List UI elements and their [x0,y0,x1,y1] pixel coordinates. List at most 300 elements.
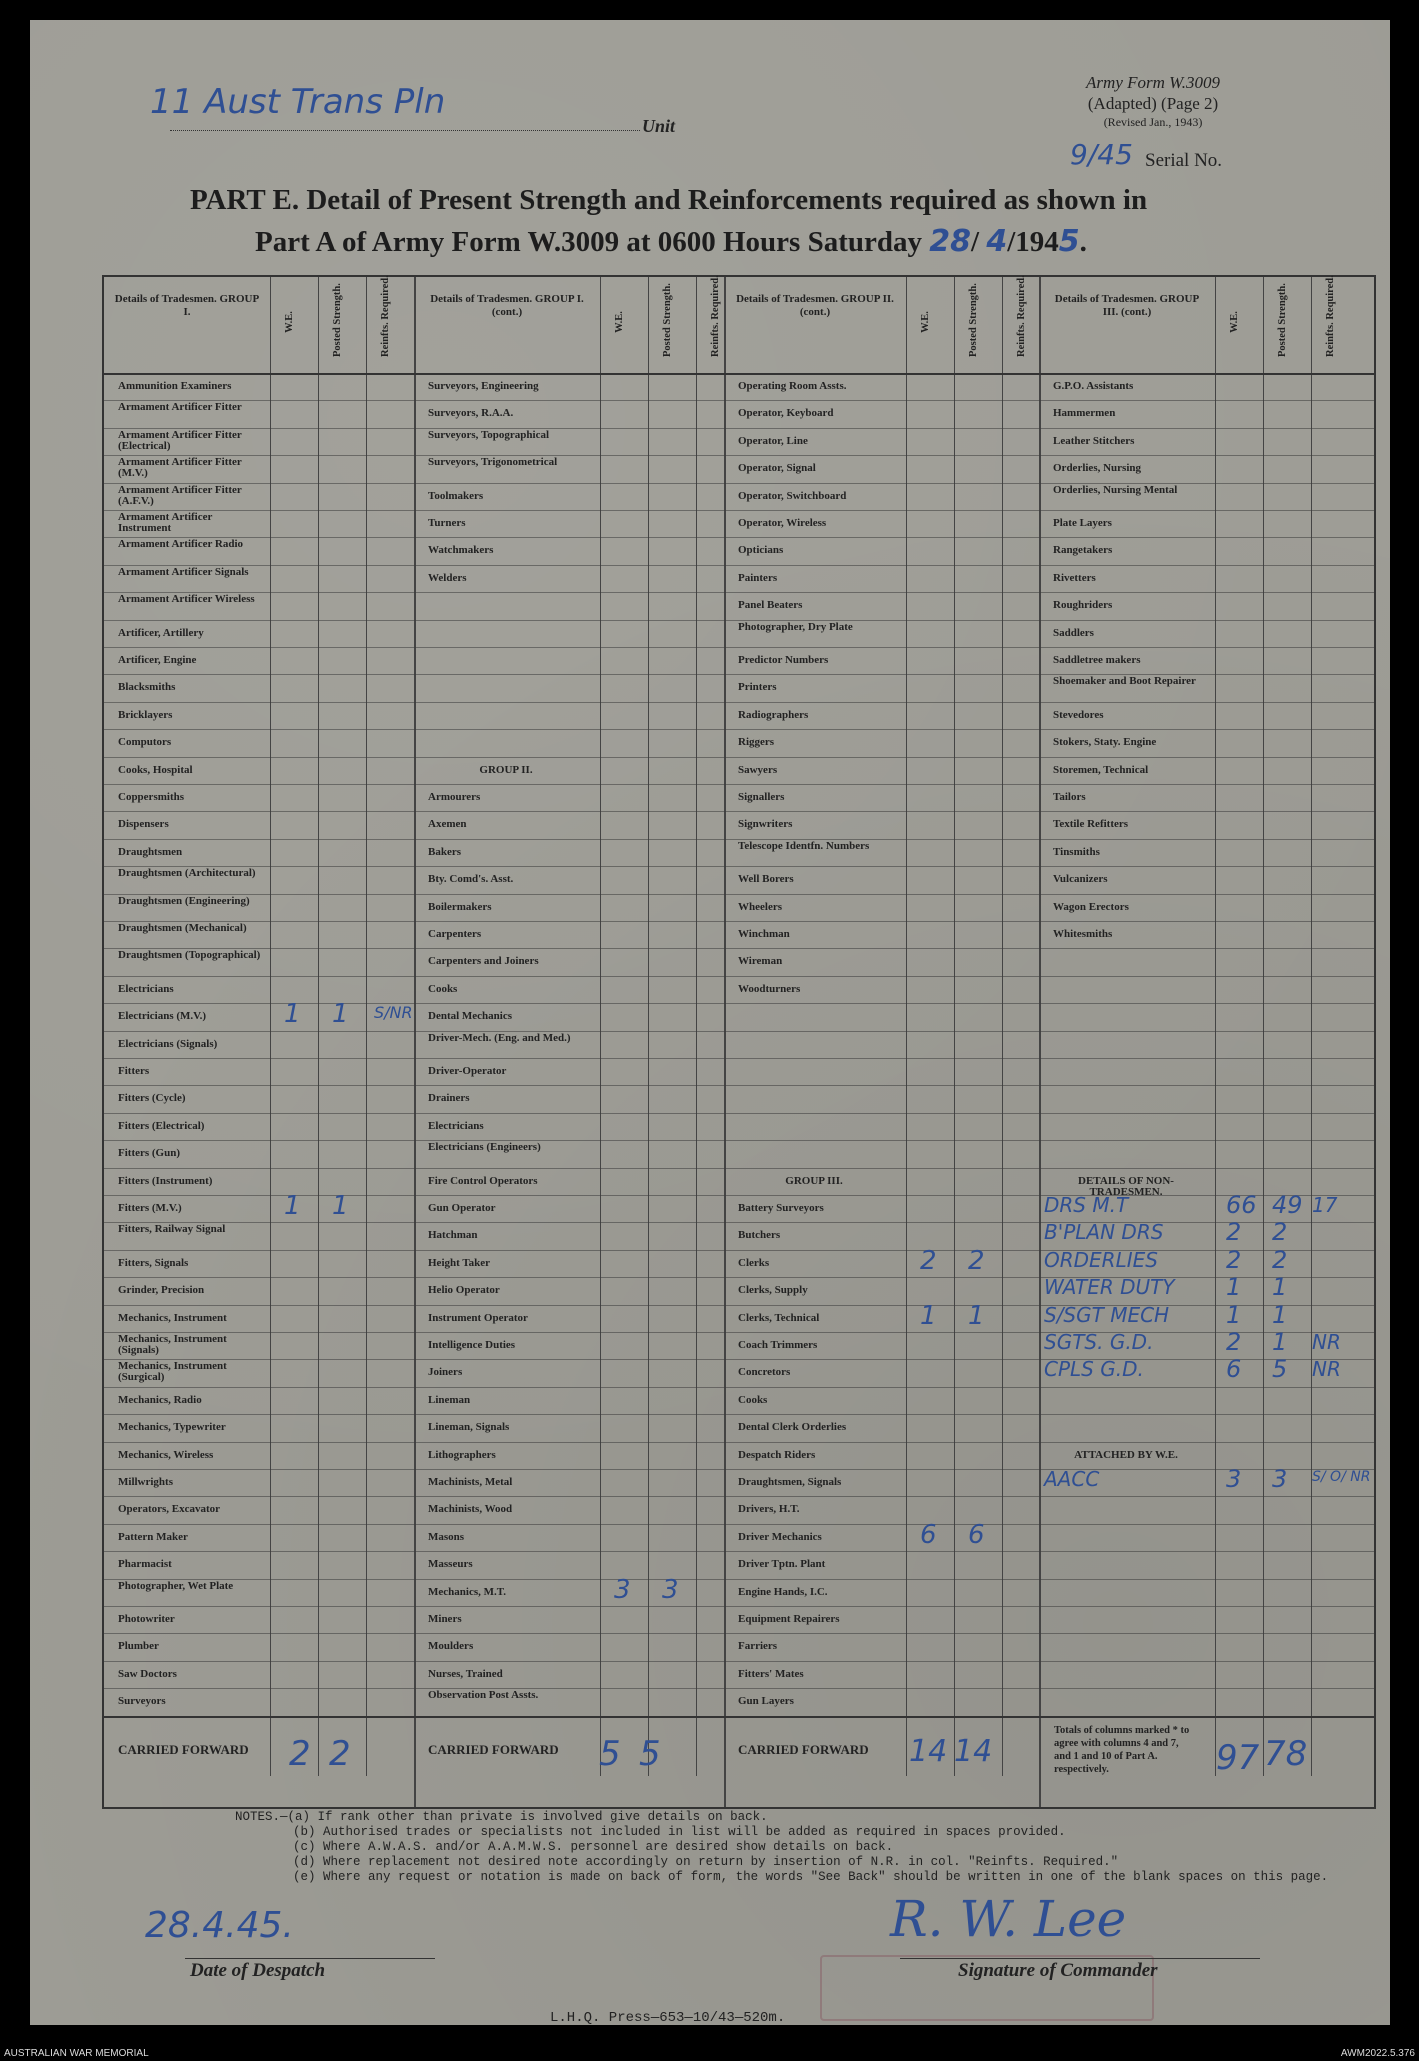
trade-label: GROUP II. [479,763,533,776]
non-tradesman-name: AACC [1044,1467,1100,1491]
trade-label: Gun Layers [738,1695,794,1708]
note-b: (b) Authorised trades or specialists not included in list will be added as required in spaces provided. [293,1825,1066,1839]
entry-posted: 6 [968,1519,985,1550]
trade-label: Driver Mechanics [738,1530,822,1543]
column-header-posted: Posted Strength. [1277,283,1288,357]
trade-label: Rivetters [1053,571,1096,584]
row-rule [104,921,1374,922]
trade-label: Clerks, Supply [738,1284,808,1297]
row-rule [104,839,1374,840]
entry-we: 6 [920,1519,937,1550]
date-day: 28 [929,224,971,259]
trade-label: Carpenters and Joiners [428,955,539,968]
trade-label: Photographer, Wet Plate [118,1579,234,1592]
carried-forward-label: CARRIED FORWARD [738,1741,869,1757]
entry-we: 2 [1226,1328,1242,1356]
trade-label: Saw Doctors [118,1667,177,1680]
trade-label: Wagon Erectors [1053,900,1129,913]
note-a: NOTES.—(a) If rank other than private is involved give details on back. [235,1810,768,1824]
title-line-2: Part A of Army Form W.3009 at 0600 Hours Saturday 28/ 4/1945. [255,224,1087,259]
non-tradesman-name: DRS M.T [1044,1193,1129,1217]
row-rule [104,1496,1374,1497]
row-rule [104,1633,1374,1634]
trade-label: Armament Artificer Signals [118,565,249,578]
trade-label: Bricklayers [118,708,173,721]
trade-label: Fire Control Operators [428,1174,538,1187]
trade-label: Farriers [738,1640,778,1653]
row-rule [104,784,1374,785]
trade-label: Stokers, Staty. Engine [1053,736,1157,749]
row-rule [104,729,1374,730]
trade-label: Panel Beaters [738,599,803,612]
trade-label: Artificer, Artillery [118,626,204,639]
row-rule [104,1222,1374,1223]
trade-label: G.P.O. Assistants [1053,380,1134,392]
trade-label: Plumber [118,1640,159,1653]
trade-label: Clerks, Technical [738,1311,820,1324]
trade-label: Pattern Maker [118,1530,188,1543]
form-id-block [1086,72,1220,130]
row-rule [104,1277,1374,1278]
trade-label: Armament Artificer Fitter [118,401,242,414]
trade-label: Electricians [428,1119,484,1132]
trade-label: Lineman [428,1393,471,1406]
serial-value: 9/45 [1070,138,1133,171]
trade-label: Photographer, Dry Plate [738,620,853,633]
note-d: (d) Where replacement not desired note accordingly on return by insertion of N.R. in col. "Reinfts. Required." [293,1855,1119,1869]
trade-label: Driver-Mech. (Eng. and Med.) [428,1031,571,1044]
trade-label: Roughriders [1053,599,1113,612]
trade-label: Operating Room Assts. [738,380,847,392]
column-divider [414,277,416,1807]
trade-label: Welders [428,571,467,584]
trade-label: Photowriter [118,1613,175,1625]
row-rule [104,483,1374,484]
printer-imprint: L.H.Q. Press—653—10/43—520m. [550,2010,786,2026]
trade-label: Wheelers [738,900,782,913]
trade-label: Hammermen [1053,407,1116,420]
entry-we: 2 [920,1245,937,1276]
signature-line [900,1958,1260,1959]
trade-label: Concretors [738,1366,791,1379]
strength-table [102,275,1376,1809]
trade-label: Armament Artificer Radio [118,538,244,551]
entry-we: 1 [284,1191,301,1221]
year-suffix: 5 [1058,224,1080,259]
row-rule [104,1031,1374,1032]
trade-label: Operators, Excavator [118,1503,221,1516]
trade-label: Fitters, Signals [118,1256,189,1269]
trade-label: Riggers [738,736,775,749]
unit-underline [170,130,640,131]
carried-we: 14 [909,1733,948,1769]
row-rule [104,1140,1374,1141]
entry-posted: 1 [1272,1328,1288,1356]
trade-label: Armament Artificer Wireless [118,593,255,606]
trade-label: Driver-Operator [428,1065,507,1077]
row-rule [104,537,1374,538]
trade-label: Armament Artificer Instrument [118,511,213,534]
entry-reinfts: S/ O/ NR [1312,1469,1371,1485]
trade-label: Winchman [738,928,790,940]
trade-label: Armament Artificer Fitter (A.F.V.) [118,483,242,507]
trade-label: Radiographers [738,708,809,721]
trade-label: Armament Artificer Fitter (Electrical) [118,428,242,452]
trade-label: Wireman [738,955,783,968]
trade-label: Mechanics, Instrument (Signals) [118,1333,227,1356]
trade-label: Dental Mechanics [428,1010,513,1023]
trade-label: Plate Layers [1053,517,1112,529]
trade-label: Surveyors, Trigonometrical [428,456,558,469]
trade-label: Shoemaker and Boot Repairer [1053,675,1196,688]
trade-label: Coach Trimmers [738,1339,818,1351]
notes [235,1810,1328,1885]
row-rule [104,1524,1374,1525]
non-tradesman-name: WATER DUTY [1044,1275,1175,1300]
form-revised: (Revised Jan., 1943) [1103,114,1203,129]
unit-value: 11 Aust Trans Pln [150,82,446,122]
trade-label: Signwriters [738,818,793,831]
group-header-2: Details of Tradesmen. GROUP I. (cont.) [430,293,584,318]
trade-label: Signallers [738,791,785,803]
trade-label: Carpenters [428,928,482,940]
trade-label: Drivers, H.T. [738,1503,800,1516]
row-rule [104,1442,1374,1443]
trade-label: Cooks [738,1393,768,1406]
row-rule [104,1661,1374,1662]
trade-label: Height Taker [428,1256,491,1269]
trade-label: Printers [738,681,777,694]
entry-reinfts: NR [1312,1330,1341,1354]
trade-label: Gun Operator [428,1202,496,1214]
trade-label: Electricians (Signals) [118,1037,218,1050]
trade-label: Moulders [428,1640,474,1653]
entry-we: 66 [1226,1191,1257,1219]
column-header-we: W.E. [920,311,931,333]
row-rule [104,866,1374,867]
trade-label: Driver Tptn. Plant [738,1558,826,1571]
trade-label: Dispensers [118,818,169,831]
trade-label: Blacksmiths [118,681,176,694]
row-rule [104,1359,1374,1360]
carried-forward-label: CARRIED FORWARD [118,1741,249,1757]
trade-label: Equipment Repairers [738,1613,840,1625]
group-header-4: Details of Tradesmen. GROUP III. (cont.) [1054,293,1200,318]
entry-posted: 1 [1272,1273,1288,1302]
trade-label: Fitters (Cycle) [118,1092,186,1105]
trade-label: Butchers [738,1229,781,1242]
trade-label: Saddlers [1053,626,1094,639]
carried-we: 5 [599,1733,621,1774]
trade-label: Dental Clerk Orderlies [738,1421,847,1434]
group-header-3: Details of Tradesmen. GROUP II. (cont.) [736,293,894,318]
column-divider [724,277,726,1807]
trade-label: Predictor Numbers [738,654,829,666]
carried-posted: 14 [954,1733,993,1769]
trade-label: Draughtsmen (Topographical) [118,949,261,962]
column-header-we: W.E. [284,311,295,333]
form-name: Army Form W.3009 [1086,73,1220,92]
trade-label: Fitters (Gun) [118,1147,181,1160]
trade-label: Mechanics, M.T. [428,1585,507,1598]
row-rule [104,1085,1374,1086]
title-line-1: PART E. Detail of Present Strength and Reinforcements required as shown in [190,184,1148,216]
row-rule [104,1305,1374,1306]
row-rule [104,948,1374,949]
entry-we: 3 [614,1574,631,1605]
trade-label: Operator, Wireless [738,517,827,529]
trade-label: Draughtsmen (Mechanical) [118,922,247,934]
entry-posted: 1 [332,1191,349,1221]
row-rule [104,565,1374,566]
trade-label: Woodturners [738,982,801,995]
row-rule [104,1168,1374,1169]
trade-label: Bty. Comd's. Asst. [428,873,514,886]
trade-label: Painters [738,571,778,584]
date-line [185,1958,435,1959]
trade-label: Axemen [428,818,467,831]
form-sheet [30,20,1390,2025]
trade-label: Fitters [118,1065,150,1077]
note-c: (c) Where A.W.A.S. and/or A.A.M.W.S. personnel are desired show details on back. [293,1840,894,1854]
trade-label: Masons [428,1530,465,1543]
row-rule [104,1579,1374,1580]
trade-label: Operator, Signal [738,462,816,475]
entry-we: 6 [1226,1355,1242,1384]
row-rule [104,1387,1374,1388]
trade-label: Lineman, Signals [428,1421,510,1434]
trade-label: Cooks [428,982,458,995]
row-rule [104,976,1374,977]
trade-label: Saddletree makers [1053,654,1141,666]
trade-label: Telescope Identfn. Numbers [738,839,870,852]
row-rule [104,1250,1374,1251]
trade-label: Armament Artificer Fitter (M.V.) [118,456,242,480]
year-prefix: 194 [1015,226,1059,258]
column-header-reinfts: Reinfts. Required. [380,275,391,357]
trade-label: Orderlies, Nursing [1053,462,1141,475]
column-header-we: W.E. [1229,311,1240,333]
entry-posted: 2 [968,1245,985,1276]
trade-label: Computors [118,736,172,749]
trade-label: Turners [428,517,466,529]
column-header-we: W.E. [614,311,625,333]
trade-label: Opticians [738,544,784,557]
row-rule [104,455,1374,456]
trade-label: Electricians (Engineers) [428,1141,541,1154]
row-rule [104,510,1374,511]
trade-label: Miners [428,1613,462,1625]
trade-label: Cooks, Hospital [118,763,193,776]
trade-label: Sawyers [738,763,778,776]
trade-label: Electricians [118,982,174,995]
group-header-1: Details of Tradesmen. GROUP I. [114,293,260,318]
entry-we: 1 [920,1300,937,1331]
entry-reinfts: S/NR [374,1003,413,1023]
trade-label: Tinsmiths [1053,845,1100,858]
totals-note: Totals of columns marked * to agree with columns 4 and 7, and 1 and 10 of Part A. respectively. [1054,1724,1190,1775]
trade-label: Storemen, Technical [1053,763,1149,776]
trade-label: Draughtsmen (Engineering) [118,894,250,907]
row-rule [104,1414,1374,1415]
despatch-date: 28.4.45. [145,1905,294,1946]
row-rule [104,702,1374,703]
trade-label: Mechanics, Radio [118,1393,202,1406]
trade-label: Toolmakers [428,489,484,502]
trade-label: Helio Operator [428,1284,500,1297]
archive-caption: AUSTRALIAN WAR MEMORIAL [4,2048,149,2059]
trade-label: Fitters' Mates [738,1667,804,1680]
row-rule [104,1332,1374,1333]
trade-label: Leather Stitchers [1053,434,1135,447]
column-header-reinfts: Reinfts. Required. [710,275,721,357]
trade-label: Millwrights [118,1476,173,1488]
row-rule [104,757,1374,758]
total-we: 97 [1216,1737,1260,1778]
row-rule [104,674,1374,675]
row-rule [104,1058,1374,1059]
trade-label: Operator, Switchboard [738,489,847,502]
trade-label: Drainers [428,1092,470,1105]
row-rule [104,620,1374,621]
trade-label: Whitesmiths [1053,928,1113,940]
trade-label: Surveyors, R.A.A. [428,407,514,420]
trade-label: Rangetakers [1053,544,1113,557]
entry-we: 1 [1226,1273,1242,1302]
trade-label: DETAILS OF NON-TRADESMEN. [1078,1174,1174,1198]
trade-label: Operator, Keyboard [738,407,834,420]
trade-label: Draughtsmen (Architectural) [118,867,256,880]
carried-forward-label: CARRIED FORWARD [428,1741,559,1757]
trade-label: Stevedores [1053,708,1104,721]
row-rule [104,647,1374,648]
row-rule [104,592,1374,593]
trade-label: Joiners [428,1366,463,1379]
trade-label: Tailors [1053,791,1086,803]
entry-we: 1 [284,999,301,1030]
trade-label: Surveyors, Engineering [428,380,539,392]
non-tradesman-name: SGTS. G.D. [1044,1330,1154,1354]
entry-we: 3 [1226,1465,1242,1493]
carried-forward-rule [104,1716,1374,1718]
entry-posted: 1 [968,1300,985,1331]
row-rule [104,428,1374,429]
row-rule [104,1606,1374,1607]
date-of-despatch-label: Date of Despatch [190,1960,326,1981]
entry-reinfts: NR [1312,1357,1341,1382]
trade-label: Battery Surveyors [738,1202,824,1214]
trade-label: Fitters (Electrical) [118,1119,205,1132]
trade-label: Surveyors, Topographical [428,428,550,441]
column-header-reinfts: Reinfts. Required. [1016,275,1027,357]
trade-label: Operator, Line [738,434,808,447]
trade-label: Armourers [428,791,481,803]
trade-label: Lithographers [428,1448,496,1461]
trade-label: Machinists, Metal [428,1476,513,1488]
carried-posted: 5 [639,1733,661,1774]
column-header-posted: Posted Strength. [662,283,673,357]
trade-label: Fitters, Railway Signal [118,1223,226,1236]
trade-label: Electricians (M.V.) [118,1010,207,1023]
trade-label: Mechanics, Instrument [118,1311,227,1324]
entry-we: 2 [1226,1218,1242,1247]
trade-label: Artificer, Engine [118,654,197,666]
column-header-posted: Posted Strength. [332,283,343,357]
row-rule [104,400,1374,401]
form-adapted: (Adapted) (Page 2) [1087,94,1219,114]
entry-posted: 49 [1272,1191,1303,1219]
signature-label: Signature of Commander [958,1960,1158,1981]
entry-posted: 3 [1272,1465,1288,1493]
trade-label: ATTACHED BY W.E. [1074,1448,1178,1461]
trade-label: Pharmacist [118,1558,172,1571]
row-rule [104,1469,1374,1470]
trade-label: Coppersmiths [118,791,185,803]
entry-reinfts: 17 [1312,1193,1338,1217]
trade-label: Nurses, Trained [428,1667,503,1680]
trade-label: Grinder, Precision [118,1284,205,1297]
column-header-reinfts: Reinfts. Required. [1325,275,1336,357]
trade-label: Mechanics, Typewriter [118,1421,226,1434]
trade-label: Orderlies, Nursing Mental [1053,483,1178,496]
trade-label: Machinists, Wood [428,1503,513,1516]
trade-label: Draughtsmen, Signals [738,1476,842,1488]
carried-posted: 2 [329,1733,351,1774]
trade-label: Intelligence Duties [428,1339,516,1351]
trade-label: Mechanics, Wireless [118,1448,214,1461]
non-tradesman-name: B'PLAN DRS [1044,1220,1164,1245]
trade-label: Textile Refitters [1053,818,1129,831]
row-rule [104,1113,1374,1114]
trade-label: Fitters (M.V.) [118,1202,182,1214]
entry-posted: 2 [1272,1245,1288,1274]
trade-label: Well Borers [738,873,794,886]
trade-label: Mechanics, Instrument (Surgical) [118,1360,227,1384]
entry-posted: 5 [1272,1355,1288,1384]
row-rule [104,1688,1374,1689]
non-tradesman-name: CPLS G.D. [1044,1357,1144,1382]
trade-label: Engine Hands, I.C. [738,1585,828,1598]
trade-label: Despatch Riders [738,1448,816,1461]
row-rule [104,1551,1374,1552]
trade-label: Clerks [738,1256,770,1269]
carried-we: 2 [289,1733,311,1774]
non-tradesman-name: S/SGT MECH [1044,1302,1170,1327]
total-posted: 78 [1264,1733,1308,1774]
trade-label: Instrument Operator [428,1311,528,1324]
entry-posted: 1 [332,999,349,1030]
trade-label: Draughtsmen [118,845,183,858]
row-rule [104,894,1374,895]
entry-posted: 2 [1272,1218,1288,1247]
serial-label: Serial No. [1145,150,1223,171]
trade-label: Observation Post Assts. [428,1689,539,1702]
trade-label: Ammunition Examiners [118,380,232,392]
trade-label: Surveyors [118,1695,166,1708]
non-tradesman-name: ORDERLIES [1044,1247,1158,1272]
unit-label: Unit [642,116,676,136]
column-divider [1039,277,1041,1807]
commander-signature: R. W. Lee [890,1890,1127,1948]
trade-label: Hatchman [428,1229,478,1242]
trade-label: Watchmakers [428,544,494,557]
column-header-posted: Posted Strength. [968,283,979,357]
trade-label: Vulcanizers [1053,873,1108,886]
entry-we: 2 [1226,1245,1242,1274]
entry-we: 1 [1226,1300,1242,1329]
trade-label: Masseurs [428,1558,473,1571]
header-rule [104,373,1374,375]
